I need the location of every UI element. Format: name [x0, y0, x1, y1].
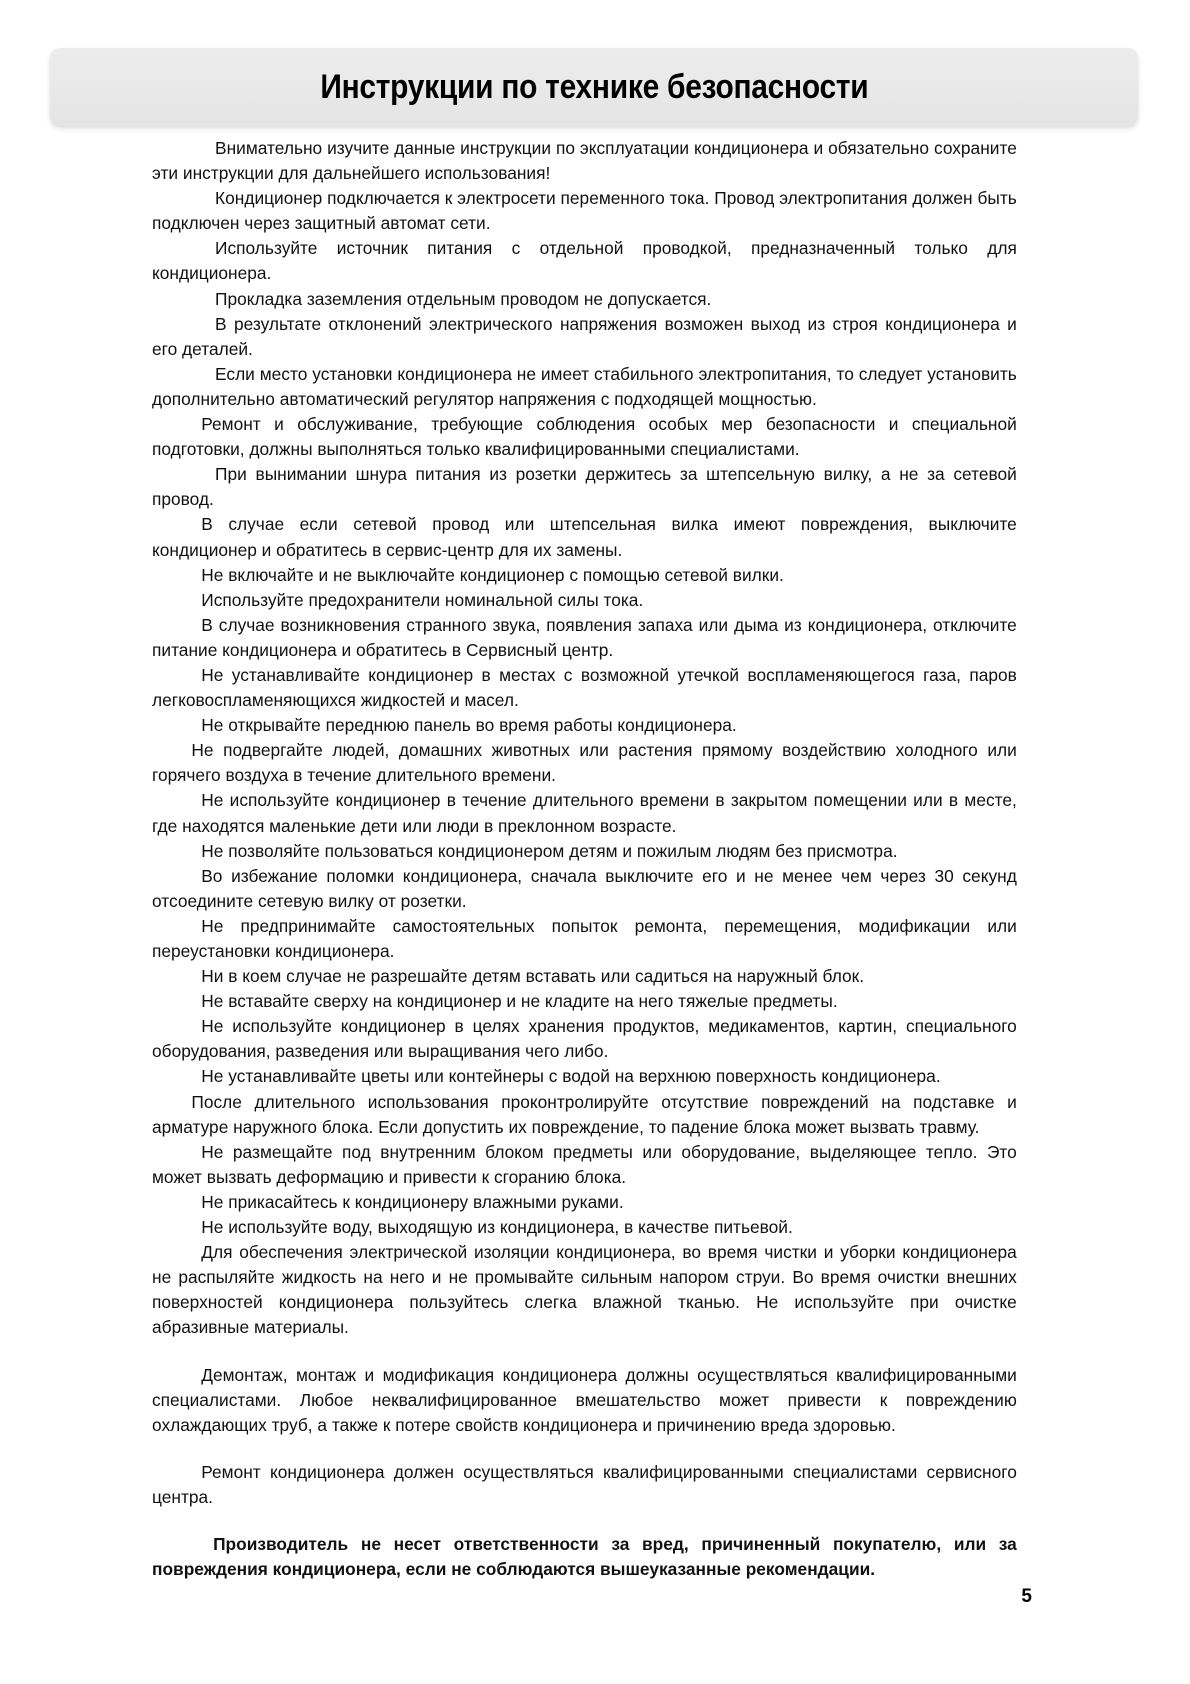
paragraph-spacer — [152, 1438, 1030, 1460]
body-paragraph: Не используйте кондиционер в целях хранения продуктов, медикаментов, картин, специального оборудования, разведения или выращивания чего либо. — [152, 1016, 1017, 1062]
body-paragraph: Для обеспечения электрической изоляции кондиционера, во время чистки и уборки кондиционера не распыляйте жидкость на него и не промывайте сильным напором струи. Во время очистки внешних поверхностей кондиционера пользуйтесь слегка влажной тканью. Не используйте при очистке абразивные материалы. — [152, 1242, 1017, 1338]
body-paragraph: Демонтаж, монтаж и модификация кондиционера должны осуществляться квалифицированными специалистами. Любое неквалифицированное вмешательство может привести к повреждению охлаждающих труб, а также к потере свойств кондиционера и причинению вреда здоровью. — [152, 1364, 1017, 1435]
body-paragraph: Производитель не несет ответственности за вред, причиненный покупателю, или за повреждения кондиционера, если не соблюдаются вышеуказанные рекомендации. — [152, 1533, 1017, 1580]
body-paragraph: Не устанавливайте кондиционер в местах с возможной утечкой воспламеняющегося газа, паров легковоспламеняющихся жидкостей и масел. — [152, 664, 1017, 711]
body-paragraph: Не подвергайте людей, домашних животных или растения прямому воздействию холодного или горячего воздуха в течение длительного времени. — [152, 740, 1017, 786]
page-number: 5 — [1021, 1586, 1032, 1607]
body-paragraph: Если место установки кондиционера не имеет стабильного электропитания, то следует установить дополнительно автоматический регулятор напряжения с подходящей мощностью. — [152, 363, 1017, 409]
body-paragraph: В случае если сетевой провод или штепсельная вилка имеют повреждения, выключите кондиционер и обратитесь в сервис-центр для их замены. — [152, 514, 1017, 560]
body-paragraph: Прокладка заземления отдельным проводом не допускается. — [215, 288, 712, 309]
paragraph-spacer — [152, 1510, 1030, 1532]
body-paragraph: Внимательно изучите данные инструкции по эксплуатации кондиционера и обязательно сохраните эти инструкции для дальнейшего использования! — [152, 138, 1017, 184]
body-paragraph: Не позволяйте пользоваться кондиционером детям и пожилым людям без присмотра. — [201, 840, 898, 861]
body-paragraph: Не устанавливайте цветы или контейнеры с водой на верхнюю поверхность кондиционера. — [201, 1066, 941, 1087]
body-paragraph: Не прикасайтесь к кондиционеру влажными руками. — [201, 1191, 624, 1212]
page-title: Инструкции по технике безопасности — [320, 67, 868, 106]
body-paragraph: Не включайте и не выключайте кондиционер с помощью сетевой вилки. — [201, 564, 784, 585]
body-paragraph: Не предпринимайте самостоятельных попыток ремонта, перемещения, модификации или переустановки кондиционера. — [152, 915, 1017, 961]
body-paragraph: Не используйте кондиционер в течение длительного времени в закрытом помещении или в месте, где находятся маленькие дети или люди в преклонном возрасте. — [152, 790, 1017, 836]
paragraph-spacer — [152, 1341, 1030, 1363]
body-paragraph: Во избежание поломки кондиционера, сначала выключите его и не менее чем через 30 секунд отсоедините сетевую вилку от розетки. — [152, 865, 1017, 911]
body-paragraph: Ни в коем случае не разрешайте детям вставать или садиться на наружный блок. — [201, 966, 865, 987]
body-paragraph: В случае возникновения странного звука, появления запаха или дыма из кондиционера, отключите питание кондиционера и обратитесь в Сервисный центр. — [152, 614, 1017, 660]
body-paragraph: Используйте источник питания с отдельной проводкой, предназначенный только для кондиционера. — [152, 238, 1017, 284]
body-paragraph: Не вставайте сверху на кондиционер и не кладите на него тяжелые предметы. — [201, 991, 838, 1012]
body-paragraph: Ремонт и обслуживание, требующие соблюдения особых мер безопасности и специальной подготовки, должны выполняться только квалифицированными специалистами. — [152, 414, 1017, 460]
body-paragraph: Не открывайте переднюю панель во время работы кондиционера. — [201, 715, 737, 736]
body-paragraph: Ремонт кондиционера должен осуществляться квалифицированными специалистами сервисного центра. — [152, 1461, 1017, 1507]
document-body — [152, 136, 1030, 1582]
body-paragraph: Используйте предохранители номинальной силы тока. — [201, 589, 644, 610]
body-paragraph: Не размещайте под внутренним блоком предметы или оборудование, выделяющее тепло. Это может вызвать деформацию и привести к сгоранию блока. — [152, 1141, 1017, 1187]
page-header-banner — [50, 48, 1138, 126]
body-paragraph: Не используйте воду, выходящую из кондиционера, в качестве питьевой. — [201, 1217, 793, 1238]
body-paragraph: Кондиционер подключается к электросети переменного тока. Провод электропитания должен быть подключен через защитный автомат сети. — [152, 188, 1017, 234]
body-paragraph: После длительного использования проконтролируйте отсутствие повреждений на подставке и арматуре наружного блока. Если допустить их повреждение, то падение блока может вызвать травму. — [152, 1091, 1017, 1137]
body-paragraph: В результате отклонений электрического напряжения возможен выход из строя кондиционера и его деталей. — [152, 313, 1017, 359]
body-paragraph: При вынимании шнура питания из розетки держитесь за штепсельную вилку, а не за сетевой провод. — [152, 464, 1017, 510]
